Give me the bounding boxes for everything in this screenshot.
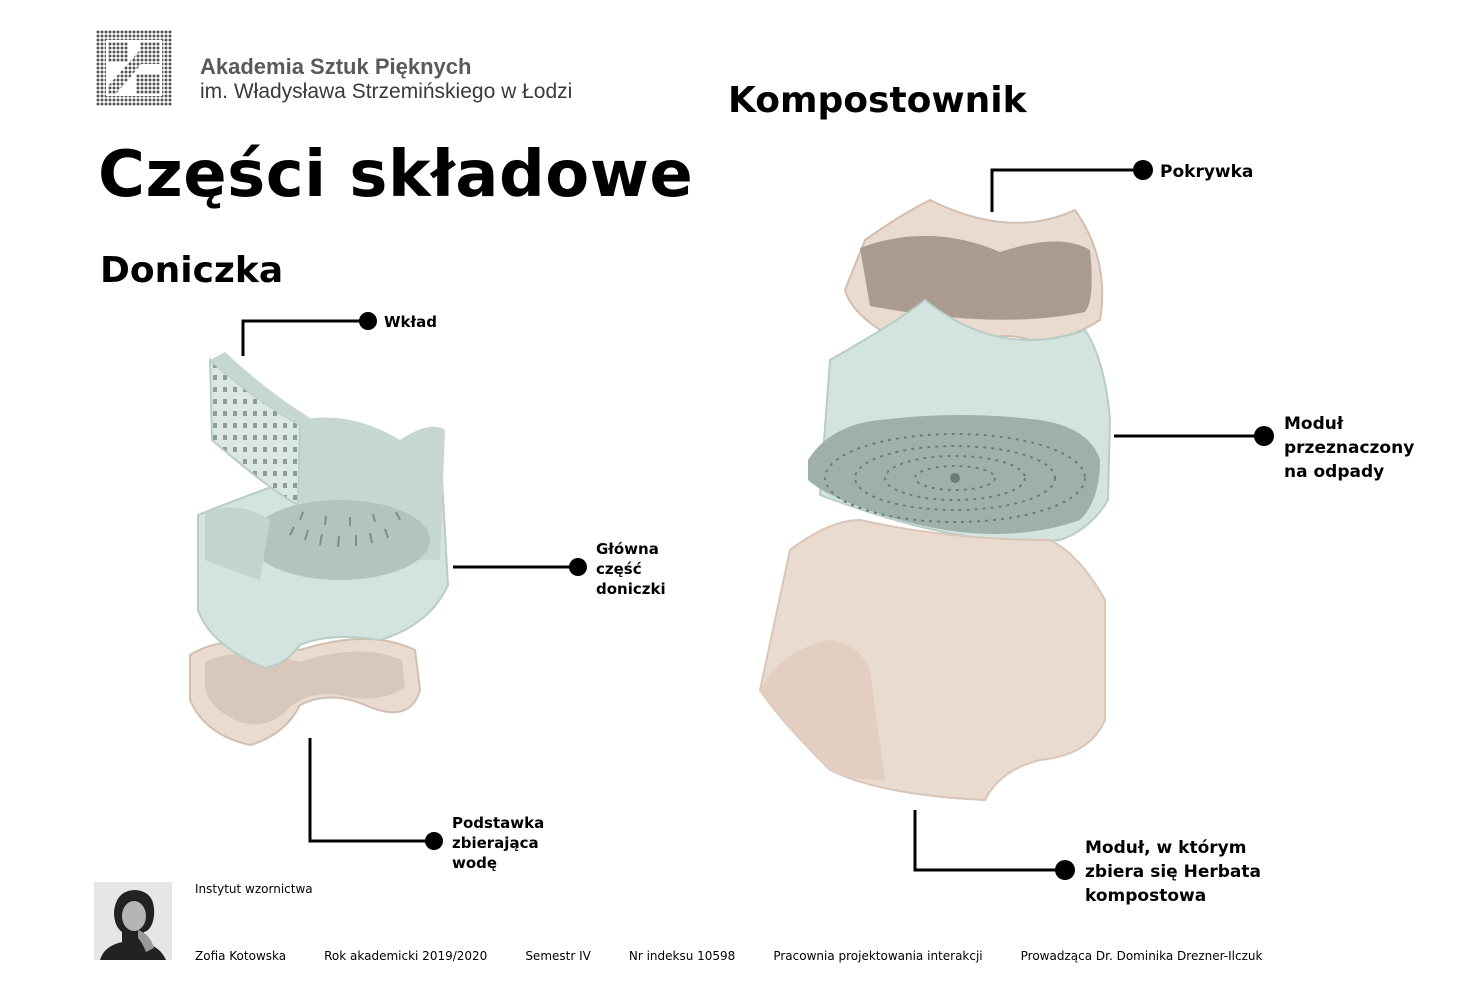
label-tea-module: Moduł, w którym zbiera się Herbata kompostowa xyxy=(1085,838,1261,906)
leader-dot-waste-module xyxy=(1254,426,1274,446)
planter-illustration xyxy=(190,352,448,745)
academy-subname: im. Władysława Strzemińskiego w Łodzi xyxy=(200,80,573,103)
composter-waste-module xyxy=(808,300,1110,542)
leader-dot-main-part xyxy=(569,558,587,576)
index-number: Nr indeksu 10598 xyxy=(628,949,736,963)
label-main-part: Główna część doniczki xyxy=(596,540,666,598)
author-name: Zofia Kotowska xyxy=(195,949,287,963)
leader-dot-base xyxy=(425,832,443,850)
studio-name: Pracownia projektowania interakcji xyxy=(773,949,983,963)
label-waste-module: Moduł przeznaczony na odpady xyxy=(1284,414,1415,482)
composter-lid xyxy=(845,200,1102,345)
composter-tea-module xyxy=(760,520,1105,800)
leader-dot-insert xyxy=(359,312,377,330)
footer-info xyxy=(195,949,1300,963)
page-title: Części składowe xyxy=(98,138,694,212)
leader-dot-lid xyxy=(1133,160,1153,180)
label-lid: Pokrywka xyxy=(1160,162,1254,182)
academy-name: Akademia Sztuk Pięknych xyxy=(200,54,472,79)
label-insert: Wkład xyxy=(384,313,437,331)
author-portrait xyxy=(94,882,172,960)
composter-heading: Kompostownik xyxy=(728,80,1027,121)
institute-name: Instytut wzornictwa xyxy=(195,882,313,896)
leader-dots xyxy=(359,160,1274,880)
semester: Semestr IV xyxy=(525,949,591,963)
planter-base-tray xyxy=(190,639,420,745)
planter-insert xyxy=(210,352,310,505)
label-base: Podstawka zbierająca wodę xyxy=(452,814,545,872)
supervisor: Prowadząca Dr. Dominika Drezner-Ilczuk xyxy=(1020,949,1263,963)
composter-illustration xyxy=(760,200,1110,800)
planter-heading: Doniczka xyxy=(100,250,284,291)
leader-dot-tea-module xyxy=(1055,860,1075,880)
academic-year: Rok akademicki 2019/2020 xyxy=(324,949,488,963)
